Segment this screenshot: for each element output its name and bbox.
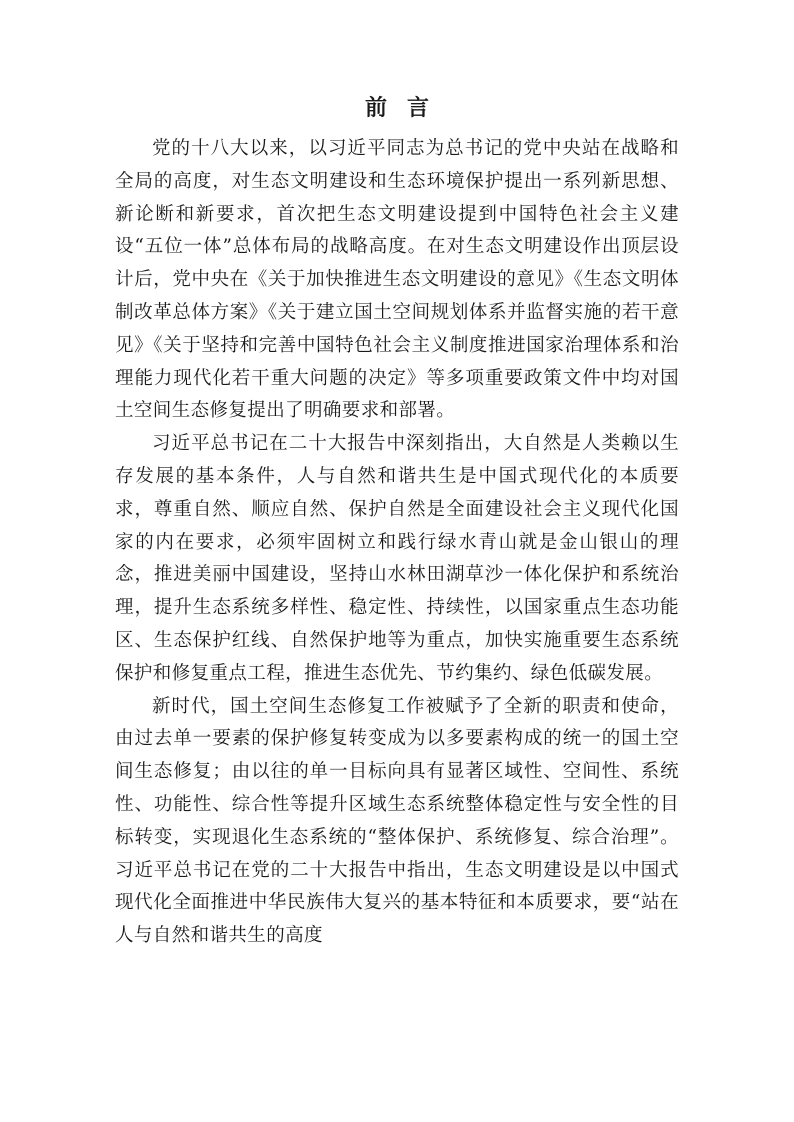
paragraph-3: 新时代，国土空间生态修复工作被赋予了全新的职责和使命，由过去单一要素的保护修复转变成为以多要素构成的统一的国土空间生态修复；由以往的单一目标向具有显著区域性、空间性、系统性、功能性、综合性等提升区域生态系统整体稳定性与安全性的目标转变，实现退化生态系统的“整体保护、系统修复、综合治理”。习近平总书记在党的二十大报告中指出，生态文明建设是以中国式现代化全面推进中华民族伟大复兴的基本特征和本质要求，要“站在人与自然和谐共生的高度 xyxy=(115,695,679,947)
page-title: 前言 xyxy=(364,95,449,121)
paragraph-2: 习近平总书记在二十大报告中深刻指出，大自然是人类赖以生存发展的基本条件，人与自然和谐共生是中国式现代化的本质要求，尊重自然、顺应自然、保护自然是全面建设社会主义现代化国家的内在要求，必须牢固树立和践行绿水青山就是金山银山的理念，推进美丽中国建设，坚持山水林田湖草沙一体化保护和系统治理，提升生态系统多样性、稳定性、持续性，以国家重点生态功能区、生态保护红线、自然保护地等为重点，加快实施重要生态系统保护和修复重点工程，推进生态优先、节约集约、绿色低碳发展。 xyxy=(115,433,679,684)
body-text xyxy=(115,133,679,953)
paragraph-1: 党的十八大以来，以习近平同志为总书记的党中央站在战略和全局的高度，对生态文明建设和生态环境保护提出一系列新思想、新论断和新要求，首次把生态文明建设提到中国特色社会主义建设“五位一体”总体布局的战略高度。在对生态文明建设作出顶层设计后，党中央在《关于加快推进生态文明建设的意见》《生态文明体制改革总体方案》《关于建立国土空间规划体系并监督实施的若干意见》《关于坚持和完善中国特色社会主义制度推进国家治理体系和治理能力现代化若干重大问题的决定》等多项重要政策文件中均对国土空间生态修复提出了明确要求和部署。 xyxy=(115,138,679,422)
